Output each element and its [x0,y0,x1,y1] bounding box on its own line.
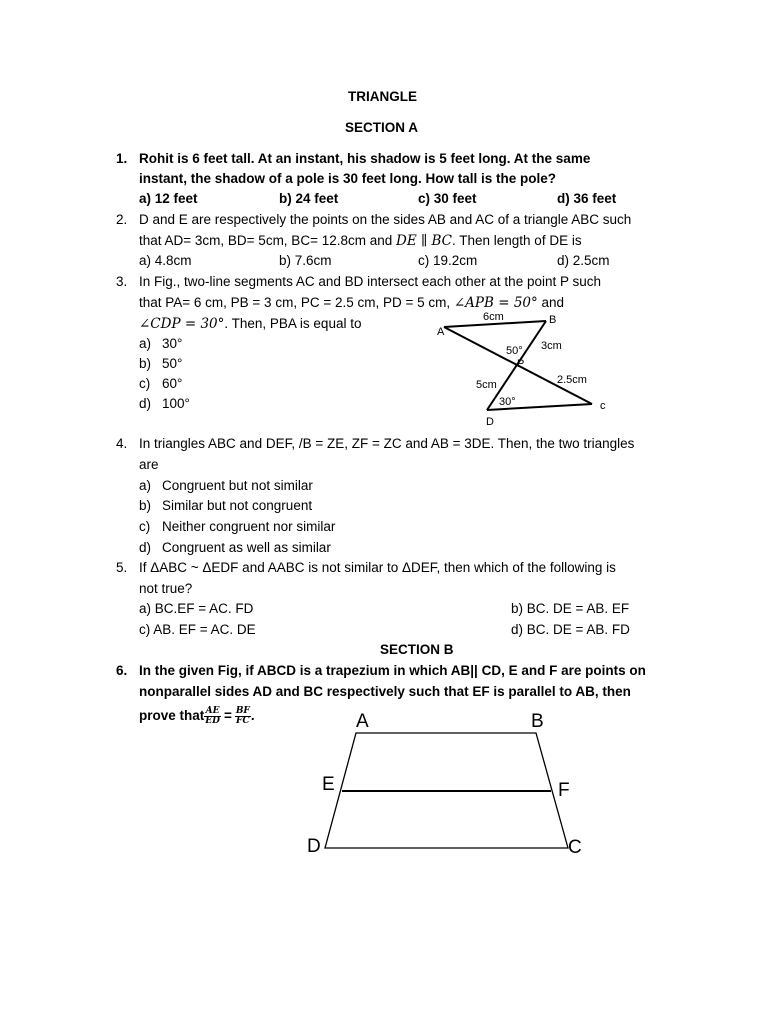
question-text [139,233,582,249]
option-b: b) 7.6cm [279,253,332,268]
angle-label-cdp: 30° [499,396,516,408]
fraction-numerator: AE [205,705,220,716]
question-number: 5. [116,560,128,575]
text-segment: . [250,708,255,723]
intersecting-segments-figure [430,308,630,428]
length-label-pb: 3cm [541,340,562,352]
question-text: instant, the shadow of a pole is 30 feet long. How tall is the pole? [139,171,557,186]
option-a-text: Congruent but not similar [162,478,313,493]
question-text: If ΔABC ~ ΔEDF and AABC is not similar to ΔDEF, then which of the following is [139,560,616,575]
option-b: b) 24 feet [279,191,339,206]
math-expression: ∠CDP = 30° [139,316,225,332]
option-a-text: 30° [162,336,183,351]
vertex-label-b: B [531,711,544,732]
question-text: Rohit is 6 feet tall. At an instant, his shadow is 5 feet long. At the same [139,151,591,166]
length-label-pc: 2.5cm [557,374,587,386]
option-a: a) BC.EF = AC. FD [139,601,254,616]
text-segment: . Then length of DE is [452,233,582,248]
option-d: d) 2.5cm [557,253,610,268]
text-segment: . Then, PBA is equal to [224,316,362,331]
option-c: c) 19.2cm [418,253,478,268]
option-a: a) 12 feet [139,191,198,206]
fraction-numerator: BF [235,705,250,716]
vertex-label-a: A [356,711,369,732]
fraction [235,707,251,726]
equals-sign: = [223,708,232,723]
question-text: are [139,457,159,472]
angle-label-apb: 50° [506,345,523,357]
point-label-a: A [437,326,445,338]
option-a-label: a) [139,478,152,493]
option-c-text: Neither congruent nor similar [162,519,336,534]
section-a-heading: SECTION A [345,120,419,135]
option-c-label: c) [139,376,151,391]
vertex-label-d: D [307,836,321,857]
option-a: a) 4.8cm [139,253,192,268]
question-number: 2. [116,212,128,227]
option-d-label: d) [139,540,152,555]
fraction [204,707,221,726]
length-label-pa: 6cm [483,311,504,323]
option-b-text: Similar but not congruent [162,498,313,513]
option-d-label: d) [139,396,152,411]
question-text: not true? [139,581,193,596]
text-segment: that PA= 6 cm, PB = 3 cm, PC = 2.5 cm, PD = 5 cm, [139,295,454,310]
question-text [139,704,255,728]
vertex-label-e: E [322,774,335,795]
text-segment: that AD= 3cm, BD= 5cm, BC= 12.8cm and [139,233,396,248]
option-b: b) BC. DE = AB. EF [511,601,630,616]
text-segment: prove that [139,708,205,723]
question-text: In Fig., two-line segments AC and BD intersect each other at the point P such [139,274,601,289]
question-text [139,316,361,332]
vertex-label-f: F [558,780,570,801]
vertex-label-c: C [568,837,582,858]
option-d: d) 36 feet [557,191,617,206]
page-title: TRIANGLE [348,89,417,104]
question-text: In the given Fig, if ABCD is a trapezium in which AB|| CD, E and F are points on [139,663,646,678]
point-label-d: D [486,416,494,428]
option-b-label: b) [139,498,152,513]
point-label-p: P [517,358,525,370]
option-a-label: a) [139,336,152,351]
trapezium-figure [300,705,600,858]
option-d: d) BC. DE = AB. FD [511,622,630,637]
option-d-text: 100° [162,396,190,411]
point-label-c: c [600,400,606,412]
text-segment: and [537,295,565,310]
option-c-text: 60° [162,376,183,391]
option-c-label: c) [139,519,151,534]
math-expression: DE ∥ BC [396,233,452,249]
question-number: 3. [116,274,128,289]
math-expression: ∠APB = 50° [453,295,538,311]
question-number: 6. [116,663,128,678]
fraction-denominator: ED [205,715,220,726]
point-label-b: B [549,314,557,326]
length-label-pd: 5cm [476,379,497,391]
option-b-label: b) [139,356,152,371]
section-b-heading: SECTION B [380,642,454,657]
option-c: c) 30 feet [418,191,477,206]
question-text: In triangles ABC and DEF, /B = ZE, ZF = ZC and AB = 3DE. Then, the two triangles [139,436,635,451]
option-b-text: 50° [162,356,183,371]
fraction-denominator: FC [236,715,250,726]
question-text: nonparallel sides AD and BC respectively such that EF is parallel to AB, then [139,684,631,699]
question-number: 1. [116,151,128,166]
question-number: 4. [116,436,128,451]
option-c: c) AB. EF = AC. DE [139,622,256,637]
question-text: D and E are respectively the points on the sides AB and AC of a triangle ABC such [139,212,632,227]
option-d-text: Congruent as well as similar [162,540,331,555]
